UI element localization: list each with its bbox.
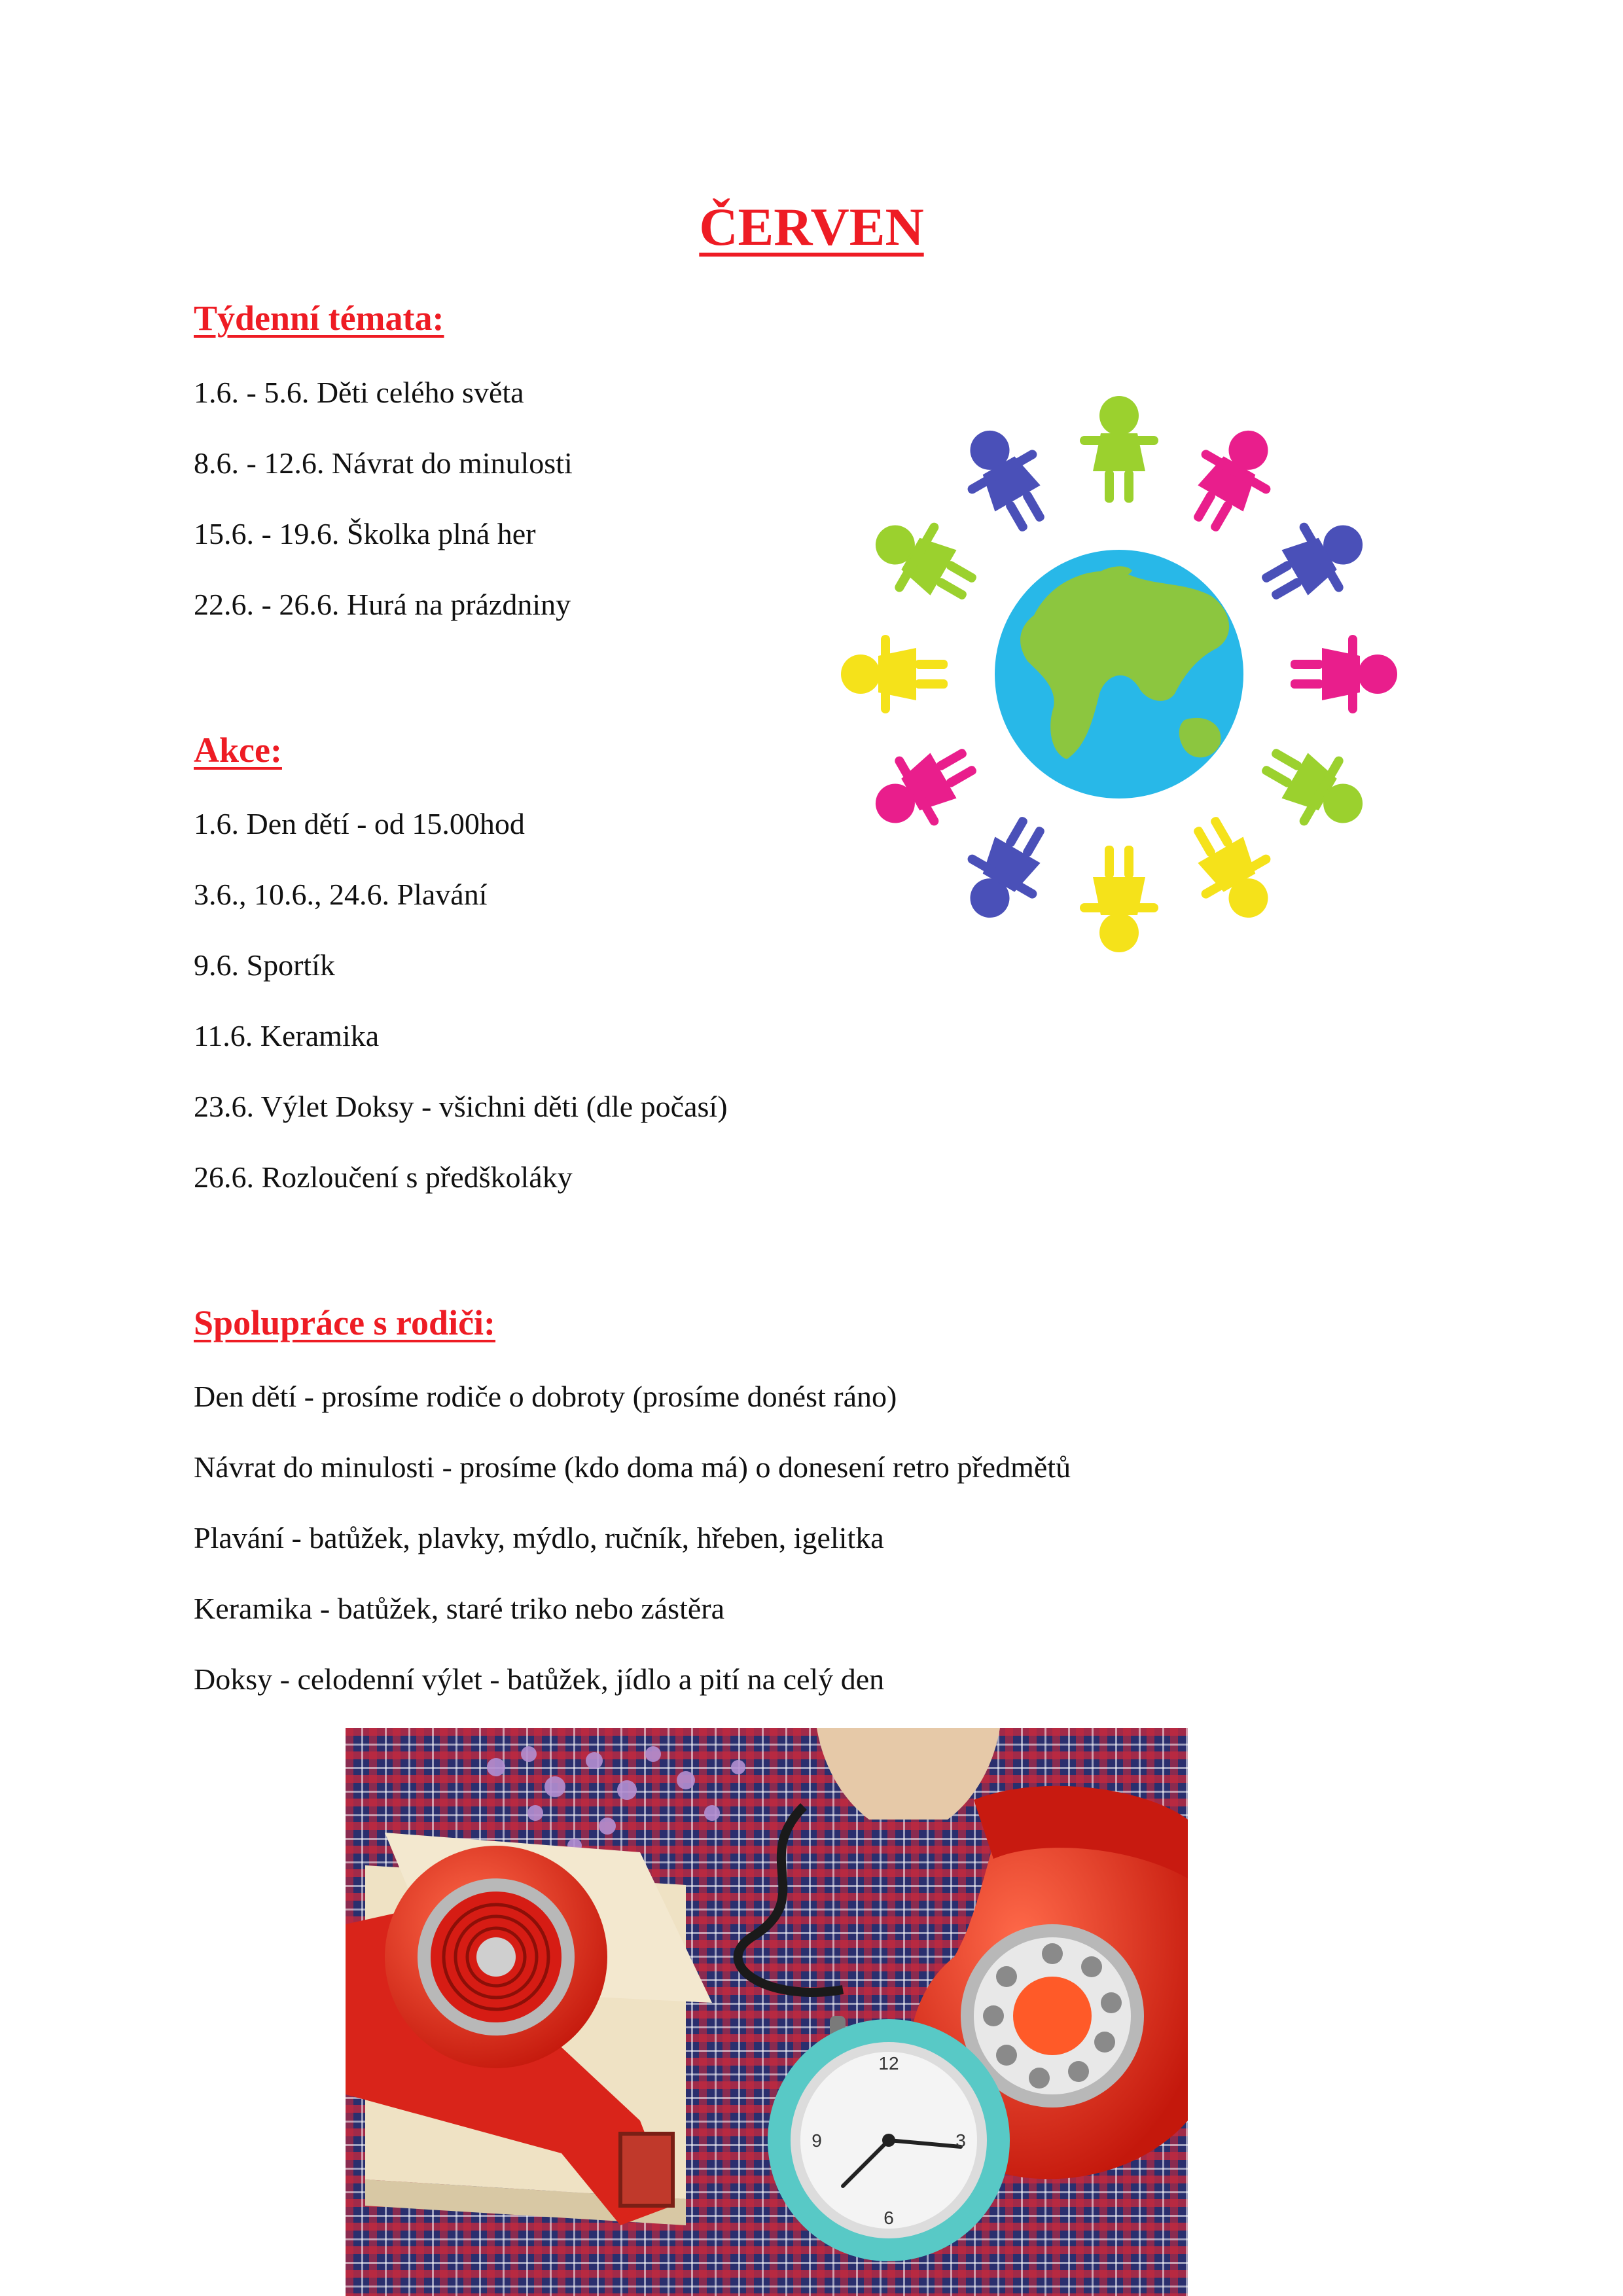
retro-objects-photo (346, 1728, 1188, 2296)
event-item: 26.6. Rozloučení s předškoláky (194, 1160, 573, 1194)
child-figure (946, 803, 1067, 935)
globe (995, 550, 1243, 798)
parents-item: Návrat do minulosti - prosíme (kdo doma má) o donesení retro předmětů (194, 1450, 1071, 1484)
parents-item: Keramika - batůžek, staré triko nebo zástěra (194, 1592, 724, 1625)
child-figure (1080, 846, 1158, 952)
child-figure (1248, 726, 1380, 847)
weekly-themes-heading: Týdenní témata: (194, 298, 444, 338)
child-figure (1171, 803, 1292, 935)
event-item: 9.6. Sportík (194, 948, 335, 982)
svg-text:3: 3 (955, 2130, 966, 2151)
parents-item: Doksy - celodenní výlet - batůžek, jídlo a pití na celý den (194, 1662, 885, 1696)
child-figure (1080, 396, 1158, 503)
svg-text:9: 9 (812, 2130, 822, 2151)
child-figure (841, 635, 948, 713)
parents-item: Plavání - batůžek, plavky, mýdlo, ručník, hřeben, igelitka (194, 1521, 884, 1554)
child-figure (859, 726, 990, 847)
event-item: 3.6., 10.6., 24.6. Plavání (194, 878, 488, 911)
child-figure (859, 501, 990, 622)
svg-text:12: 12 (878, 2053, 899, 2073)
page-title: ČERVEN (699, 197, 924, 257)
weekly-theme-item: 15.6. - 19.6. Školka plná her (194, 517, 536, 550)
parents-item: Den dětí - prosíme rodiče o dobroty (prosíme donést ráno) (194, 1380, 897, 1413)
weekly-theme-item: 8.6. - 12.6. Návrat do minulosti (194, 446, 573, 480)
svg-text:6: 6 (883, 2208, 894, 2228)
child-figure (1171, 414, 1292, 545)
child-figure (946, 414, 1067, 545)
child-figure (1291, 635, 1397, 713)
event-item: 1.6. Den dětí - od 15.00hod (194, 807, 525, 840)
event-item: 23.6. Výlet Doksy - všichni děti (dle počasí) (194, 1090, 728, 1123)
child-figure (1248, 501, 1380, 622)
weekly-theme-item: 1.6. - 5.6. Děti celého světa (194, 376, 524, 409)
weekly-theme-item: 22.6. - 26.6. Hurá na prázdniny (194, 588, 571, 621)
parents-heading: Spolupráce s rodiči: (194, 1303, 496, 1342)
event-item: 11.6. Keramika (194, 1019, 380, 1052)
children-around-globe-image (818, 367, 1420, 969)
events-heading: Akce: (194, 730, 282, 770)
